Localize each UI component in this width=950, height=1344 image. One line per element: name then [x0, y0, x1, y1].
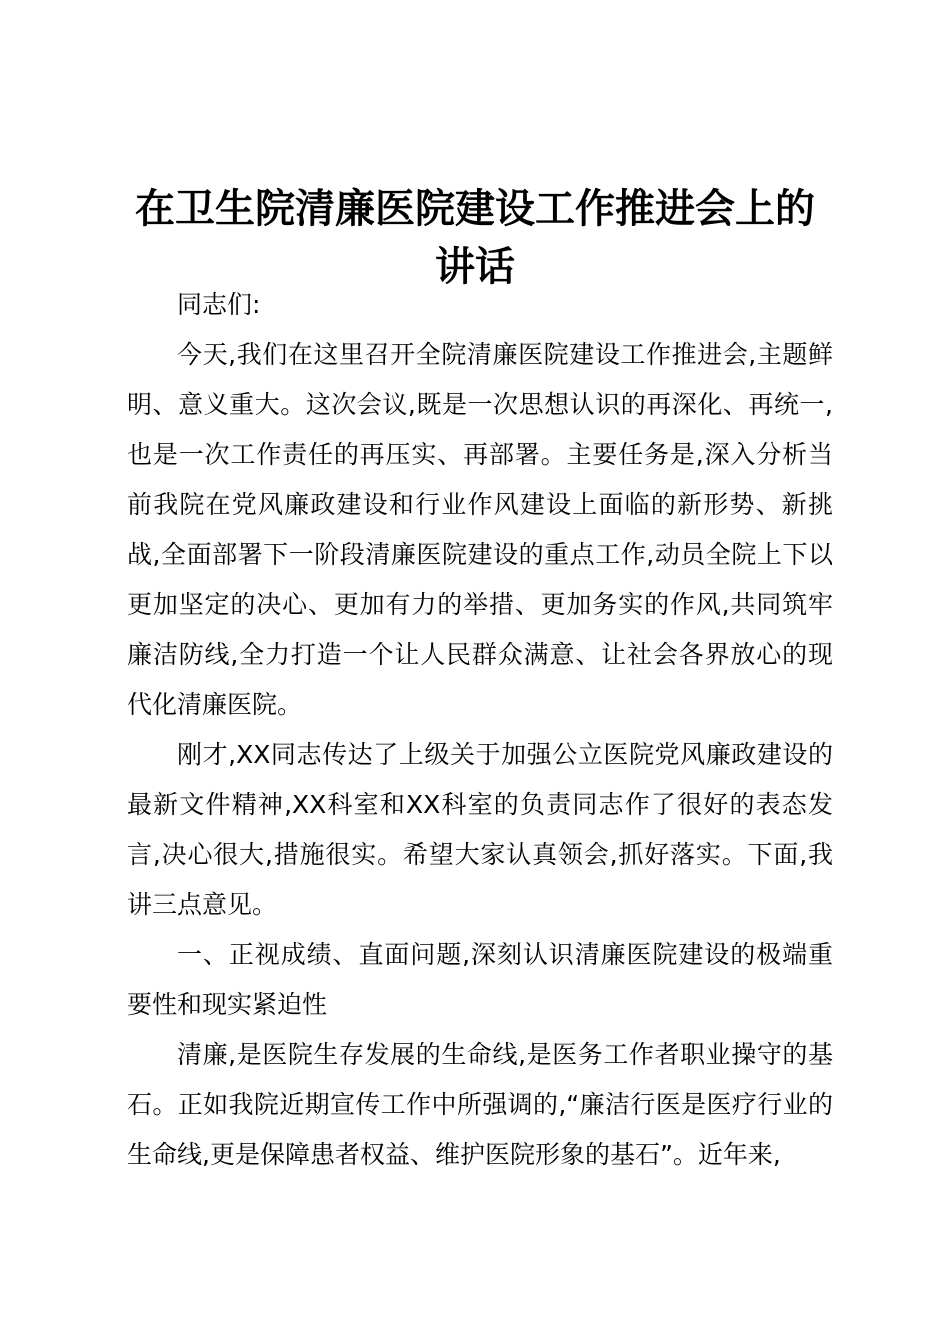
document-title: 在卫生院清廉医院建设工作推进会上的讲话 [135, 185, 815, 290]
body-paragraph: 清廉,是医院生存发展的生命线,是医务工作者职业操守的基石。正如我院近期宣传工作中所强调的,“廉洁行医是医疗行业的生命线,更是保障患者权益、维护医院形象的基石”。近年来, [127, 1040, 833, 1169]
salutation-paragraph: 同志们: [177, 290, 261, 319]
body-paragraph: 刚才,XX同志传达了上级关于加强公立医院党风廉政建设的最新文件精神,XX科室和XX科室的负责同志作了很好的表态发言,决心很大,措施很实。希望大家认真领会,抓好落实。下面,我讲三点意见。 [127, 740, 833, 919]
body-paragraph: 今天,我们在这里召开全院清廉医院建设工作推进会,主题鲜明、意义重大。这次会议,既是一次思想认识的再深化、再统一,也是一次工作责任的再压实、再部署。主要任务是,深入分析当前我院在党风廉政建设和行业作风建设上面临的新形势、新挑战,全面部署下一阶段清廉医院建设的重点工作,动员全院上下以更加坚定的决心、更加有力的举措、更加务实的作风,共同筑牢廉洁防线,全力打造一个让人民群众满意、让社会各界放心的现代化清廉医院。 [127, 340, 833, 719]
document-body [127, 280, 833, 1180]
section-heading: 一、正视成绩、直面问题,深刻认识清廉医院建设的极端重要性和现实紧迫性 [127, 940, 833, 1019]
